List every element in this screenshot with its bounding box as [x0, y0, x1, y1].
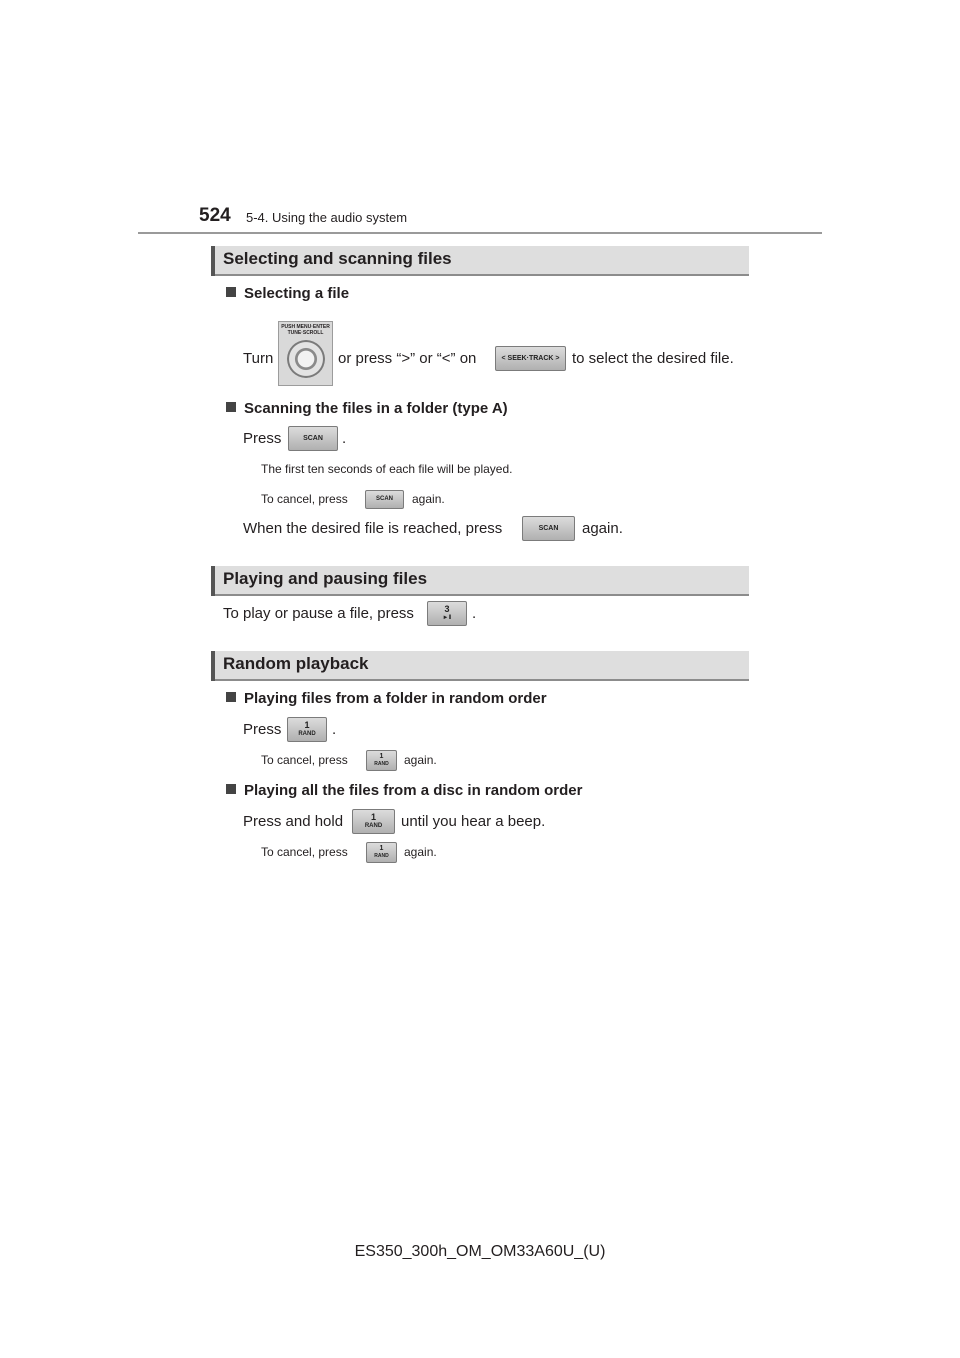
square-bullet-icon	[226, 402, 236, 412]
text-again: again.	[404, 753, 437, 767]
rand-button-icon: 1 RAND	[352, 809, 395, 834]
text-or-press: or press “>” or “<” on	[338, 350, 477, 367]
text-period: .	[472, 605, 477, 622]
knob-dial	[287, 340, 325, 378]
rand-button-icon-small: 1 RAND	[366, 750, 397, 771]
square-bullet-icon	[226, 784, 236, 794]
chapter-title: 5-4. Using the audio system	[246, 210, 408, 225]
section-bar	[211, 651, 215, 681]
section-title: Random playback	[223, 654, 369, 673]
text-press: Press	[243, 430, 282, 447]
text-period: .	[332, 721, 337, 738]
section-bar	[211, 246, 215, 276]
text-select-file: to select the desired file.	[572, 350, 734, 367]
section-bar	[211, 566, 215, 596]
rand-button-icon-small: 1 RAND	[366, 842, 397, 863]
footer-document-code: ES350_300h_OM_OM33A60U_(U)	[354, 1243, 606, 1260]
page-number: 524	[199, 205, 231, 226]
play-pause-button-icon: 3 ►‖	[427, 601, 467, 626]
section-header-random	[211, 651, 749, 681]
text-until-beep: until you hear a beep.	[401, 813, 546, 830]
text-press: Press	[243, 721, 282, 738]
text-when-reached: When the desired file is reached, press	[243, 520, 503, 537]
section-title: Selecting and scanning files	[223, 249, 452, 268]
text-to-cancel: To cancel, press	[261, 753, 348, 767]
scan-button-icon: SCAN	[288, 426, 338, 451]
scan-button-icon-small: SCAN	[365, 490, 404, 509]
text-press-and-hold: Press and hold	[243, 813, 344, 830]
header-divider	[138, 232, 822, 234]
subheading-selecting-file: Selecting a file	[226, 285, 349, 302]
section-title: Playing and pausing files	[223, 569, 428, 588]
text-again: again.	[412, 492, 445, 506]
text-again: again.	[404, 845, 437, 859]
section-header-selecting	[211, 246, 749, 276]
text-play-pause: To play or pause a file, press	[223, 605, 414, 622]
note-first-ten-seconds: The first ten seconds of each file will be played.	[261, 462, 513, 476]
text-period: .	[342, 430, 347, 447]
text-again: again.	[582, 520, 623, 537]
subheading-random-disc: Playing all the files from a disc in random order	[226, 782, 582, 799]
seek-track-button-icon: < SEEK·TRACK >	[495, 346, 566, 371]
square-bullet-icon	[226, 692, 236, 702]
subheading-scanning: Scanning the files in a folder (type A)	[226, 400, 508, 417]
subheading-random-folder: Playing files from a folder in random order	[226, 690, 547, 707]
text-turn: Turn	[243, 350, 274, 367]
tune-scroll-knob-icon: PUSH MENU·ENTER TUNE·SCROLL	[278, 321, 333, 386]
square-bullet-icon	[226, 287, 236, 297]
scan-button-icon: SCAN	[522, 516, 575, 541]
text-to-cancel: To cancel, press	[261, 845, 348, 859]
text-to-cancel: To cancel, press	[261, 492, 348, 506]
section-header-playing	[211, 566, 749, 596]
rand-button-icon: 1 RAND	[287, 717, 327, 742]
